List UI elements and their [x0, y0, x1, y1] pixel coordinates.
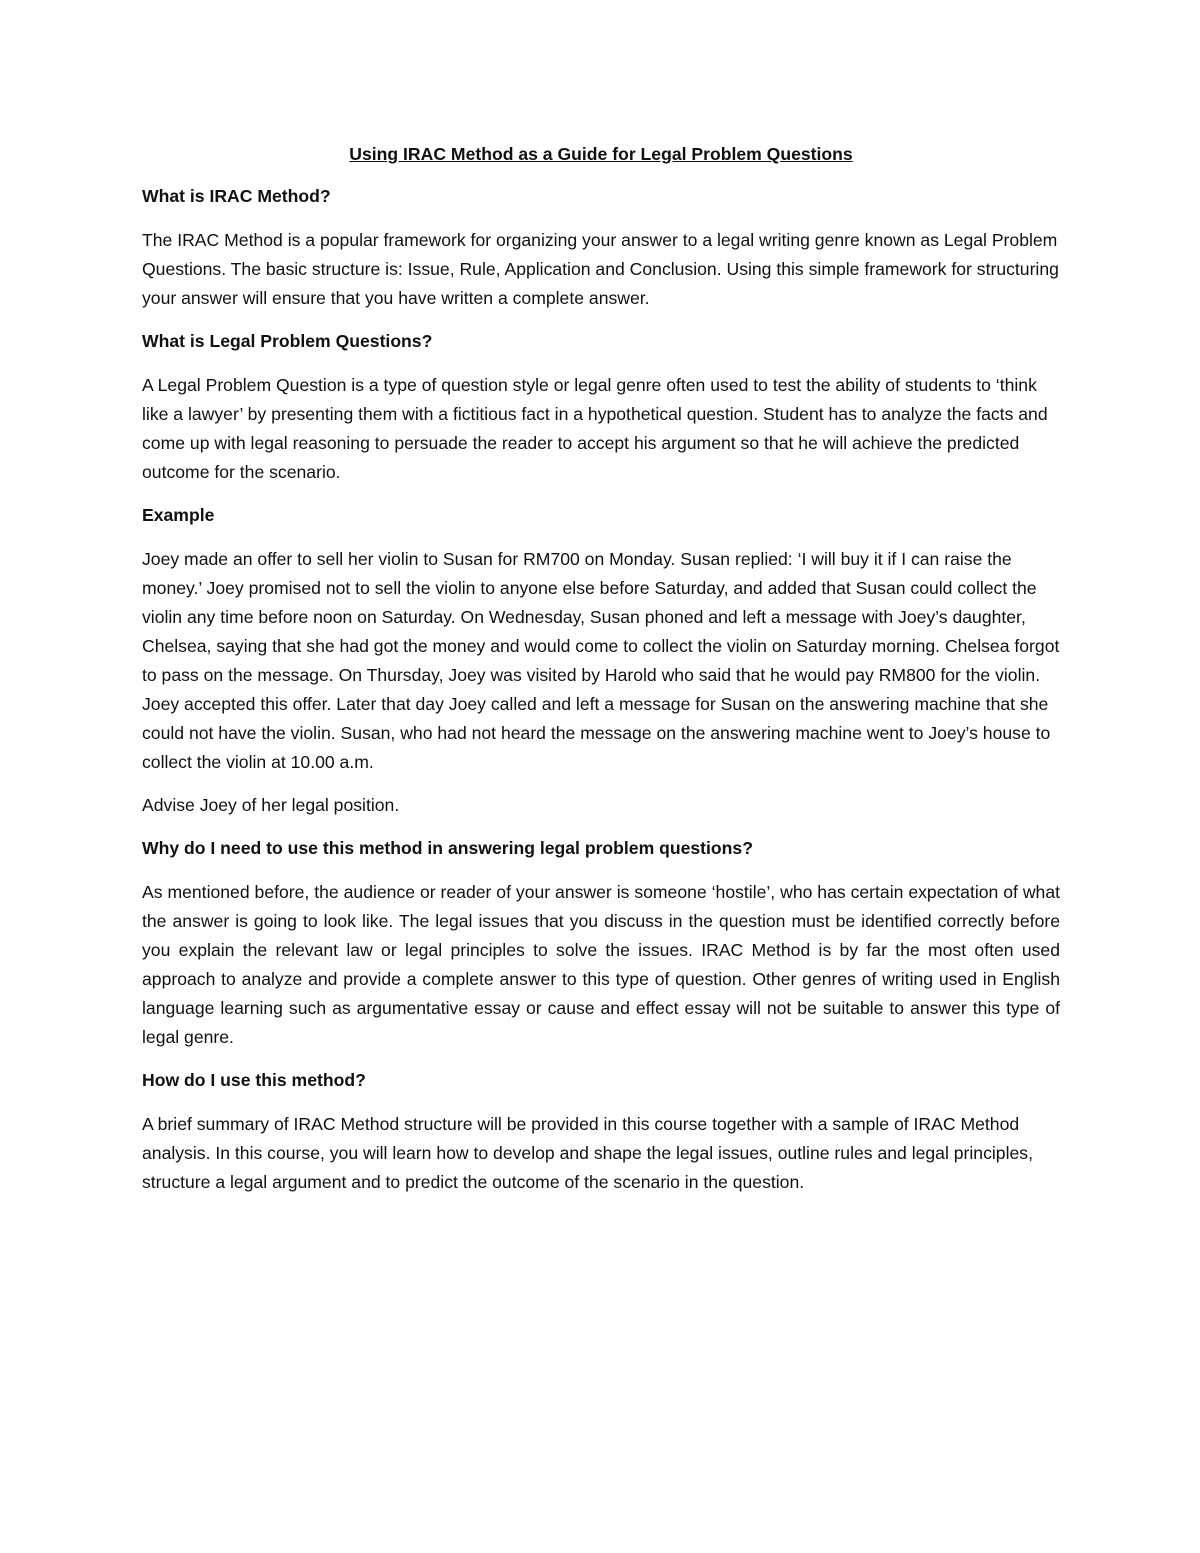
heading-why-use: Why do I need to use this method in answering legal problem questions? — [142, 838, 753, 858]
document-page — [142, 140, 1060, 1211]
paragraph-how-use: A brief summary of IRAC Method structure will be provided in this course together with a sample of IRAC Method analysis. In this course, you will learn how to develop and shape the legal issues, outline rules and legal principles, structure a legal argument and to predict the outcome of the scenario in the question. — [142, 1114, 1033, 1192]
paragraph-example-instruction: Advise Joey of her legal position. — [142, 795, 400, 815]
document-title: Using IRAC Method as a Guide for Legal Problem Questions — [349, 144, 853, 164]
paragraph-what-is-lpq: A Legal Problem Question is a type of question style or legal genre often used to test the ability of students to ‘think like a lawyer’ by presenting them with a fictitious fact in a hypothetical question. Student has to analyze the facts and come up with legal reasoning to persuade the reader to accept his argument so that he will achieve the predicted outcome for the scenario. — [142, 375, 1048, 482]
heading-what-is-irac: What is IRAC Method? — [142, 186, 331, 206]
paragraph-why-use: As mentioned before, the audience or reader of your answer is someone ‘hostile’, who has certain expectation of what the answer is going to look like. The legal issues that you discuss in the question must be identified correctly before you explain the relevant law or legal principles to solve the issues. IRAC Method is by far the most often used approach to analyze and provide a complete answer to this type of question. Other genres of writing used in English language learning such as argumentative essay or cause and effect essay will not be suitable to answer this type of legal genre. — [142, 882, 1060, 1047]
heading-example: Example — [142, 505, 215, 525]
heading-how-use: How do I use this method? — [142, 1070, 366, 1090]
paragraph-example: Joey made an offer to sell her violin to Susan for RM700 on Monday. Susan replied: ‘I will buy it if I can raise the money.’ Joey promised not to sell the violin to anyone else before Saturday, and added that Susan could collect the violin any time before noon on Saturday. On Wednesday, Susan phoned and left a message with Joey’s daughter, Chelsea, saying that she had got the money and would come to collect the violin on Saturday morning. Chelsea forgot to pass on the message. On Thursday, Joey was visited by Harold who said that he would pay RM800 for the violin. Joey accepted this offer. Later that day Joey called and left a message for Susan on the answering machine that she could not have the violin. Susan, who had not heard the message on the answering machine went to Joey’s house to collect the violin at 10.00 a.m. — [142, 549, 1060, 772]
heading-what-is-lpq: What is Legal Problem Questions? — [142, 331, 433, 351]
paragraph-what-is-irac: The IRAC Method is a popular framework for organizing your answer to a legal writing genre known as Legal Problem Questions. The basic structure is: Issue, Rule, Application and Conclusion. Using this simple framework for structuring your answer will ensure that you have written a complete answer. — [142, 230, 1059, 308]
